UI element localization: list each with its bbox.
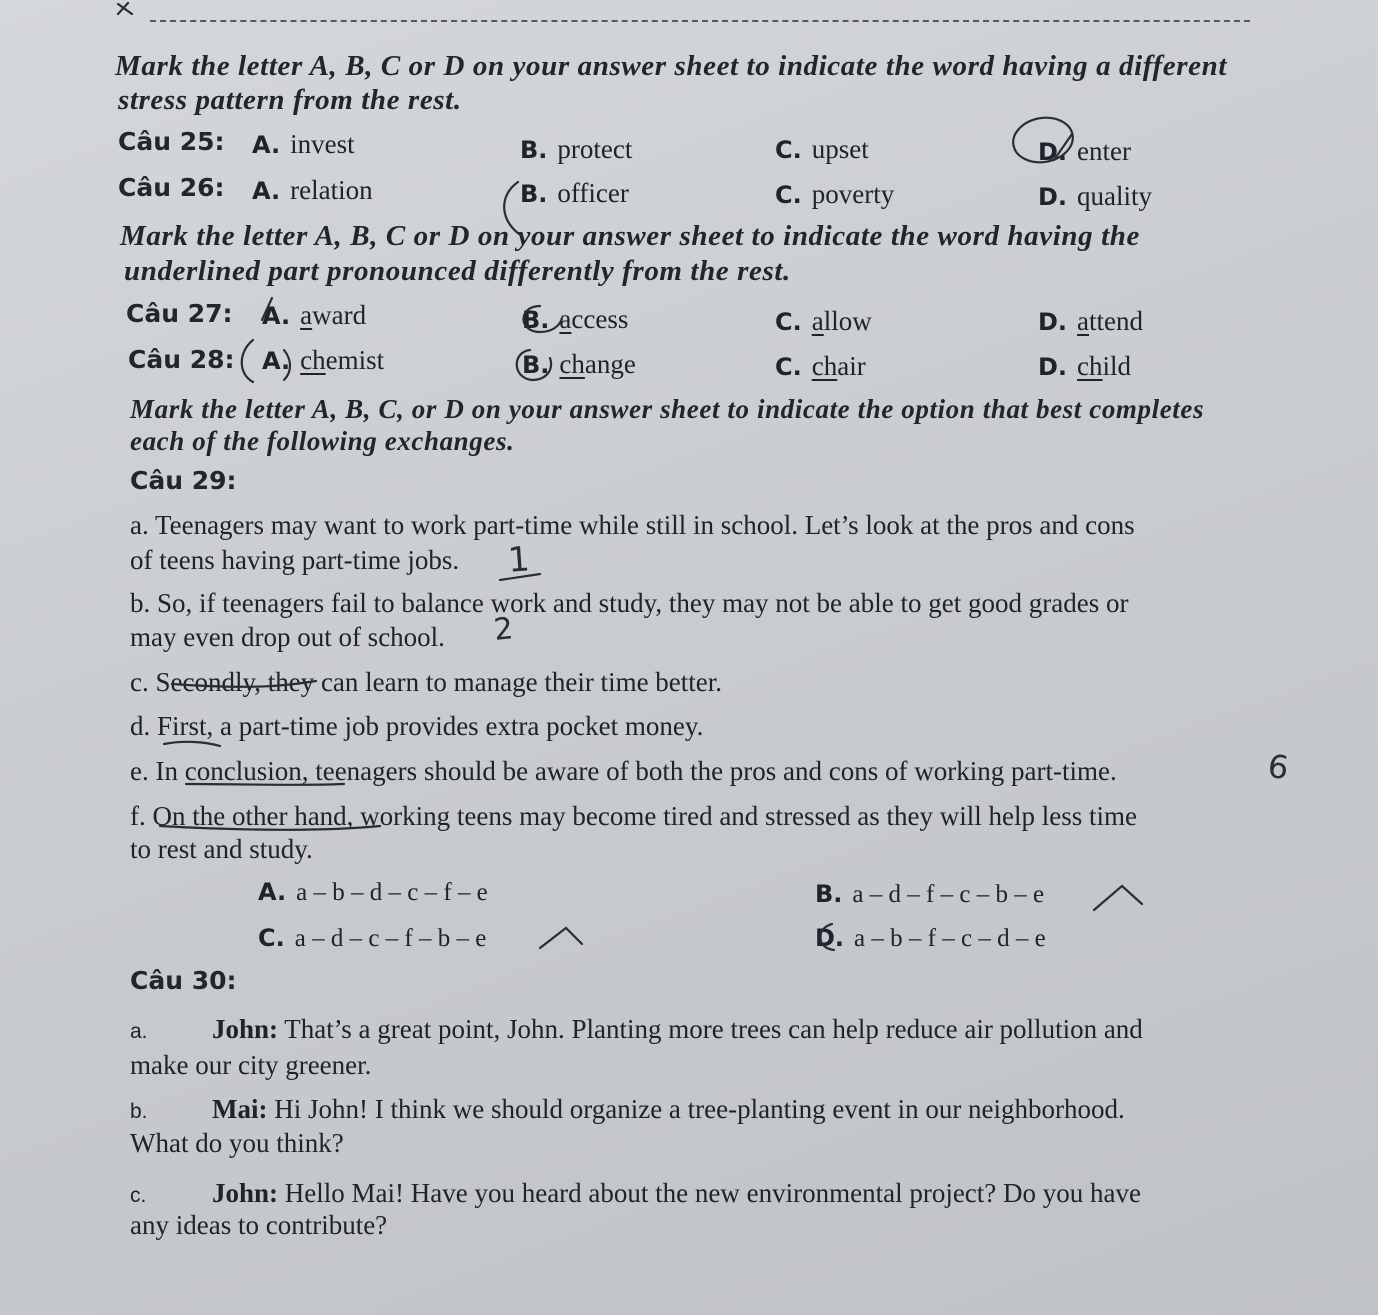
check-q29-c xyxy=(540,928,582,948)
q30-line-b-cont: What do you think? xyxy=(130,1128,344,1158)
underline-in-conclusion xyxy=(186,784,344,785)
q29-sentence-f-line1: f. On the other hand, working teens may become tired and stressed as they will help less time xyxy=(130,801,1137,831)
q29-sentence-f-line2: to rest and study. xyxy=(130,834,313,864)
q30-a-text: That’s a great point, John. Planting more trees can help reduce air pollution and xyxy=(284,1014,1143,1044)
q27-b-rest: ccess xyxy=(571,304,629,334)
q29-option-c-text: a – d – c – f – b – e xyxy=(294,925,487,952)
instruction-exchange-line2: each of the following exchanges. xyxy=(130,426,515,456)
q25-option-c-text: upset xyxy=(811,134,869,164)
handwritten-number-6: 6 xyxy=(1265,746,1291,788)
q28-b-underlined: ch xyxy=(559,349,585,379)
handwritten-number-2: 2 xyxy=(492,611,515,648)
instruction-stress-line2: stress pattern from the rest. xyxy=(118,84,462,116)
option-letter: B. xyxy=(815,880,843,908)
q27-c-underlined: a xyxy=(811,306,824,336)
instruction-pronunciation-line2: underlined part pronounced differently from the rest. xyxy=(124,255,791,287)
q27-a-underlined: a xyxy=(300,300,313,330)
handwritten-number-1: 1 xyxy=(506,539,532,581)
underline-on-the-other-hand xyxy=(160,826,380,830)
underline-secondly xyxy=(172,681,316,687)
q30-a-speaker: John: xyxy=(212,1014,279,1044)
q29-sentence-e: e. In conclusion, teenagers should be aware of both the pros and cons of working part-time. xyxy=(130,756,1117,786)
q25-option-b-text: protect xyxy=(557,134,633,164)
q29-sentence-b-line2: may even drop out of school. xyxy=(130,622,445,652)
q25-option-a-text: invest xyxy=(290,129,355,159)
tick-q27-a xyxy=(262,298,272,320)
option-letter: D. xyxy=(1038,183,1068,211)
q29-sentence-d: d. First, a part-time job provides extra pocket money. xyxy=(130,711,704,741)
q29-option-a-text: a – b – d – c – f – e xyxy=(296,879,488,906)
q29-sentence-a-line2: of teens having part-time jobs. xyxy=(130,545,460,575)
option-letter: A. xyxy=(252,131,281,159)
option-letter: A. xyxy=(252,177,281,205)
option-letter: A. xyxy=(262,302,291,330)
q29-option-b-text: a – d – f – c – b – e xyxy=(852,881,1045,908)
q28-a-underlined: ch xyxy=(300,345,326,375)
q28-b-rest: ange xyxy=(584,349,636,379)
option-letter: A. xyxy=(262,347,291,375)
circle-q25-d xyxy=(1010,113,1077,167)
top-cross-mark xyxy=(118,3,132,14)
q27-a-rest: ward xyxy=(312,300,367,330)
question-30-label: Câu 30: xyxy=(130,966,237,995)
option-letter: C. xyxy=(775,136,802,164)
q27-b-underlined: a xyxy=(559,304,572,334)
option-letter: D. xyxy=(1038,308,1068,336)
q28-a-rest: emist xyxy=(325,345,385,375)
circle-q28-b xyxy=(517,350,551,380)
q29-sentence-b-line1: b. So, if teenagers fail to balance work and study, they may not be able to get good grades or xyxy=(130,588,1129,618)
option-letter: C. xyxy=(258,924,285,952)
option-letter: B. xyxy=(522,351,550,379)
option-letter: C. xyxy=(775,181,802,209)
option-letter: A. xyxy=(258,878,287,906)
question-27-label: Câu 27: xyxy=(126,299,233,328)
q30-b-speaker: Mai: xyxy=(212,1094,268,1124)
question-26-label: Câu 26: xyxy=(118,173,225,202)
q30-c-letter: c. xyxy=(130,1184,147,1207)
instruction-exchange-line1: Mark the letter A, B, C, or D on your answer sheet to indicate the option that best completes xyxy=(130,394,1205,424)
q29-sentence-c: c. Secondly, they can learn to manage their time better. xyxy=(130,667,723,697)
arc-q28-a-left xyxy=(242,340,253,382)
arc-q26-b xyxy=(504,182,522,236)
question-28-label: Câu 28: xyxy=(128,345,235,374)
question-29-label: Câu 29: xyxy=(130,466,237,495)
option-letter: C. xyxy=(775,353,802,381)
arc-q29-d xyxy=(820,924,834,950)
q27-c-rest: llow xyxy=(823,306,872,336)
q28-d-rest: ild xyxy=(1102,351,1132,381)
q26-option-c-text: poverty xyxy=(811,179,895,209)
q26-option-a-text: relation xyxy=(290,175,373,205)
option-letter: B. xyxy=(520,180,548,208)
q30-c-text: Hello Mai! Have you heard about the new environmental project? Do you have xyxy=(284,1178,1141,1208)
q25-option-d-text: enter xyxy=(1077,136,1132,166)
check-q29-b xyxy=(1094,886,1142,910)
stroke-under-one xyxy=(500,574,540,580)
option-letter: D. xyxy=(815,924,845,952)
q29-sentence-a-line1: a. Teenagers may want to work part-time while still in school. Let’s look at the pros and cons xyxy=(130,510,1135,540)
arc-q28-a-right xyxy=(284,350,290,380)
q28-d-underlined: ch xyxy=(1077,351,1103,381)
q28-c-underlined: ch xyxy=(811,351,838,381)
circle-q27-b xyxy=(524,306,563,332)
underline-first xyxy=(164,742,220,746)
q30-line-c-cont: any ideas to contribute? xyxy=(130,1210,388,1240)
option-letter: D. xyxy=(1038,138,1068,166)
q30-b-text: Hi John! I think we should organize a tree-planting event in our neighborhood. xyxy=(274,1094,1125,1124)
q30-c-speaker: John: xyxy=(212,1178,279,1208)
q29-option-d-text: a – b – f – c – d – e xyxy=(854,925,1046,952)
option-letter: B. xyxy=(520,136,548,164)
q30-line-a-cont: make our city greener. xyxy=(130,1050,372,1080)
question-25-label: Câu 25: xyxy=(118,127,225,156)
option-letter: D. xyxy=(1038,353,1068,381)
q30-a-letter: a. xyxy=(130,1020,148,1043)
q30-b-letter: b. xyxy=(130,1100,148,1123)
q26-option-d-text: quality xyxy=(1077,181,1153,211)
q27-d-rest: ttend xyxy=(1089,306,1144,336)
q27-d-underlined: a xyxy=(1077,306,1090,336)
q26-option-b-text: officer xyxy=(557,178,629,208)
q28-c-rest: air xyxy=(837,351,866,381)
option-letter: C. xyxy=(775,308,802,336)
instruction-stress-line1: Mark the letter A, B, C or D on your answer sheet to indicate the word having a different xyxy=(115,50,1227,82)
instruction-pronunciation-line1: Mark the letter A, B, C or D on your answer sheet to indicate the word having the xyxy=(120,220,1140,252)
option-letter: B. xyxy=(522,306,550,334)
